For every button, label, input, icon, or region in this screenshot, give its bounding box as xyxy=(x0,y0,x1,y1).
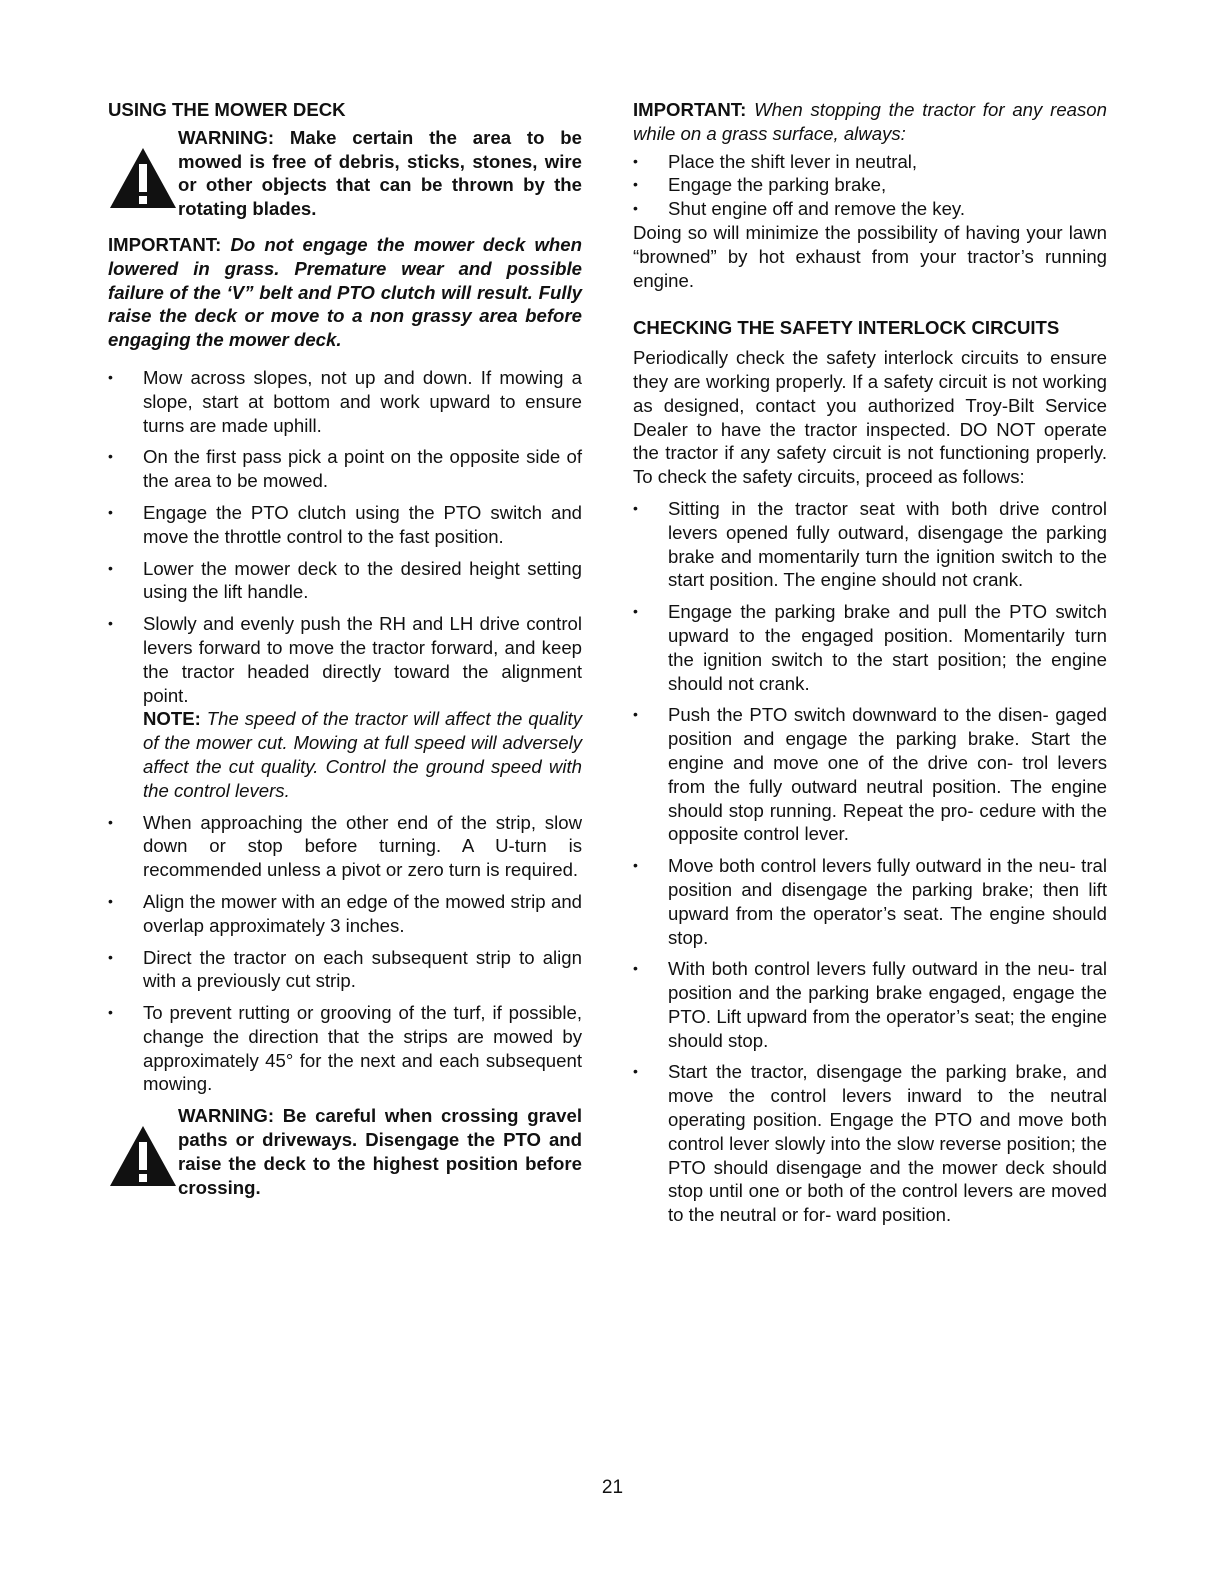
list-item: • Engage the parking brake and pull the PTO switch upward to the engaged position. Momentarily turn the ignition switch to the start position; the engine should not crank. xyxy=(633,600,1107,695)
stop-steps xyxy=(633,150,1107,221)
right-column xyxy=(633,98,1107,1235)
list-item: • Direct the tractor on each subsequent strip to align with a previously cut strip. xyxy=(108,946,582,994)
list-item: • Start the tractor, disengage the parking brake, and move the control levers inward to the neutral operating position. Engage the PTO and move both control lever slowly into the slow reverse position; the PTO should disengage and the mower deck should stop until one or both of the control levers are moved to the neutral or for- ward position. xyxy=(633,1060,1107,1227)
list-item: • Engage the PTO clutch using the PTO switch and move the throttle control to the fast position. xyxy=(108,501,582,549)
list-item: • Place the shift lever in neutral, xyxy=(633,150,1107,174)
warning-debris xyxy=(108,126,582,221)
left-column xyxy=(108,98,582,1199)
important-stopping xyxy=(633,98,1107,146)
list-item-text: Slowly and evenly push the RH and LH drive control levers forward to move the tractor forward, and keep the tractor headed directly toward the alignment point. xyxy=(143,613,582,706)
list-item: • With both control levers fully outward in the neu- tral position and the parking brake engaged, engage the PTO. Lift upward from the operator’s seat; the engine should stop. xyxy=(633,957,1107,1052)
warning-debris-text: WARNING: Make certain the area to be mowed is free of debris, sticks, stones, wire or other objects that can be thrown by the rotating blades. xyxy=(178,126,582,220)
list-item: • To prevent rutting or grooving of the turf, if possible, change the direction that the strips are mowed by approximately 45° for the next and each subsequent mowing. xyxy=(108,1001,582,1096)
important-engage-deck-text: Do not engage the mower deck when lowered in grass. Premature wear and possible failure of the ‘V” belt and PTO clutch will result. Fully raise the deck or move to a non grassy area before engaging the mower deck. xyxy=(108,233,582,351)
section-heading-safety-interlock: CHECKING THE SAFETY INTERLOCK CIRCUITS xyxy=(633,317,1060,339)
list-item: • When approaching the other end of the strip, slow down or stop before turning. A U-turn is recommended unless a pivot or zero turn is required. xyxy=(108,811,582,882)
list-item: • Push the PTO switch downward to the disen- gaged position and engage the parking brake. Start the engine and move one of the drive con- trol levers from the fully outward neutral position. The engine should stop running. Repeat the pro- cedure with the opposite control lever. xyxy=(633,703,1107,846)
list-item: • Move both control levers fully outward in the neu- tral position and disengage the parking brake; then lift upward from the operator’s seat. The engine should stop. xyxy=(633,854,1107,949)
note-speed xyxy=(143,707,582,802)
section-heading-mower-deck: USING THE MOWER DECK xyxy=(108,99,346,120)
warning-gravel-text: WARNING: Be careful when crossing gravel paths or driveways. Disengage the PTO and raise the deck to the highest position before crossing. xyxy=(178,1105,582,1198)
important-stopping-text: When stopping the tractor for any reason while on a grass surface, always: xyxy=(633,99,1107,144)
list-item: • Shut engine off and remove the key. xyxy=(633,197,1107,221)
list-item: • Lower the mower deck to the desired height setting using the lift handle. xyxy=(108,557,582,605)
warning-gravel xyxy=(108,1104,582,1199)
list-item: • Align the mower with an edge of the mowed strip and overlap approximately 3 inches. xyxy=(108,890,582,938)
important-label: IMPORTANT: xyxy=(108,233,222,255)
note-label: NOTE: xyxy=(143,708,201,730)
page-number: 21 xyxy=(601,1477,624,1498)
list-item: • On the first pass pick a point on the opposite side of the area to be mowed. xyxy=(108,445,582,493)
safety-intro: Periodically check the safety interlock circuits to ensure they are working properly. If a safety circuit is not working as designed, contact you authorized Troy-Bilt Service Dealer to have the tractor inspected. DO NOT operate the tractor if any safety circuit is not functioning properly. To check the safety circuits, proceed as follows: xyxy=(633,347,1107,488)
important-engage-deck xyxy=(108,233,582,352)
list-item: • Mow across slopes, not up and down. If mowing a slope, start at bottom and work upward to ensure turns are made uphill. xyxy=(108,366,582,437)
list-item: • Engage the parking brake, xyxy=(633,173,1107,197)
mowing-bullets xyxy=(108,366,582,1096)
stop-paragraph: Doing so will minimize the possibility of having your lawn “browned” by hot exhaust from your tractor’s running engine. xyxy=(633,221,1107,291)
warning-triangle-icon xyxy=(108,1124,178,1188)
list-item xyxy=(108,612,582,802)
note-speed-text: The speed of the tractor will affect the quality of the mower cut. Mowing at full speed will adversely affect the cut quality. Control the ground speed with the control levers. xyxy=(143,708,582,801)
safety-checks xyxy=(633,497,1107,1227)
important-label: IMPORTANT: xyxy=(633,99,747,120)
warning-triangle-icon xyxy=(108,146,178,210)
list-item: • Sitting in the tractor seat with both drive control levers opened fully outward, disengage the parking brake and momentarily turn the ignition switch to the start position. The engine should not crank. xyxy=(633,497,1107,592)
